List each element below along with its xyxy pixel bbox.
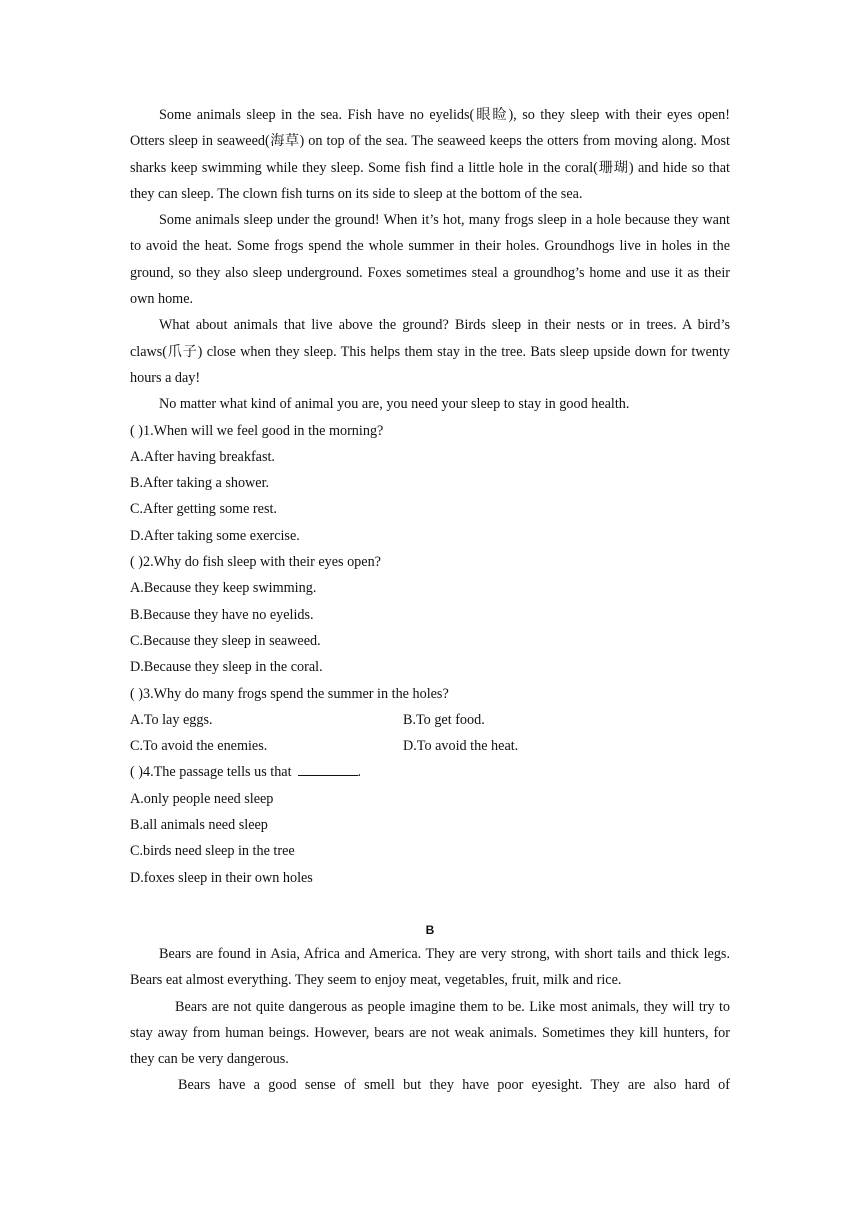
question-4-stem-end: . <box>357 764 362 781</box>
question-1-stem: ( )1.When will we feel good in the morning? <box>130 422 384 439</box>
question-1-option-a: A.After having breakfast. <box>130 448 275 465</box>
passage-a-paragraph-4: No matter what kind of animal you are, you need your sleep to stay in good health. <box>159 396 630 413</box>
question-3-option-c: C.To avoid the enemies. <box>130 738 268 755</box>
passage-b-paragraph-1: Bears are found in Asia, Africa and America. They are very strong, with short tails and thick legs. Bears eat almost everything. They seem to enjoy meat, vegetables, fruit, milk and rice. <box>130 945 730 989</box>
question-4-option-a: A.only people need sleep <box>130 790 274 807</box>
question-2-option-c: C.Because they sleep in seaweed. <box>130 632 321 649</box>
question-2-option-d: D.Because they sleep in the coral. <box>130 659 323 676</box>
question-3-option-d: D.To avoid the heat. <box>403 738 519 755</box>
question-4 <box>130 759 730 890</box>
question-4-stem: ( )4.The passage tells us that <box>130 764 292 781</box>
question-3-options-row-2 <box>130 733 730 759</box>
question-4-option-d: D.foxes sleep in their own holes <box>130 869 313 886</box>
question-1 <box>130 418 730 549</box>
document-page <box>130 102 730 1099</box>
answer-blank <box>298 763 358 776</box>
question-2-stem: ( )2.Why do fish sleep with their eyes open? <box>130 554 381 571</box>
question-2 <box>130 549 730 680</box>
question-3-option-a: A.To lay eggs. <box>130 711 213 728</box>
question-4-option-b: B.all animals need sleep <box>130 817 268 834</box>
question-3-options-row-1 <box>130 707 730 733</box>
question-2-option-a: A.Because they keep swimming. <box>130 580 317 597</box>
passage-a-paragraph-3: What about animals that live above the ground? Birds sleep in their nests or in trees. A bird’s claws(爪子) close when they sleep. This helps them stay in the tree. Bats sleep upside down for twenty hours a day! <box>130 317 730 386</box>
question-1-option-c: C.After getting some rest. <box>130 501 277 518</box>
passage-a-paragraph-1: Some animals sleep in the sea. Fish have no eyelids(眼睑), so they sleep with their eyes open! Otters sleep in seaweed(海草) on top of the sea. The seaweed keeps the otters from moving along. Most sharks keep swimming while they sleep. Some fish find a little hole in the coral(珊瑚) and hide so that they can sleep. The clown fish turns on its side to sleep at the bottom of the sea. <box>130 107 730 202</box>
question-4-option-c: C.birds need sleep in the tree <box>130 843 295 860</box>
question-3-option-b: B.To get food. <box>403 711 485 728</box>
question-2-option-b: B.Because they have no eyelids. <box>130 606 314 623</box>
passage-b-paragraph-2: Bears are not quite dangerous as people imagine them to be. Like most animals, they will try to stay away from human beings. However, bears are not weak animals. Sometimes they kill hunters, for they can be very dangerous. <box>130 998 730 1068</box>
section-b-title: B <box>425 922 435 937</box>
question-1-option-b: B.After taking a shower. <box>130 475 270 492</box>
question-3 <box>130 681 730 760</box>
passage-a-paragraph-2: Some animals sleep under the ground! When it’s hot, many frogs sleep in a hole because they want to avoid the heat. Some frogs spend the whole summer in their holes. Groundhogs live in holes in the ground, so they also sleep underground. Foxes sometimes steal a groundhog’s home and use it as their own home. <box>130 212 730 308</box>
question-3-stem: ( )3.Why do many frogs spend the summer in the holes? <box>130 685 449 702</box>
question-1-option-d: D.After taking some exercise. <box>130 527 300 544</box>
passage-b-paragraph-3: Bears have a good sense of smell but they have poor eyesight. They are also hard of <box>178 1077 730 1094</box>
question-4-stem-line <box>130 759 730 785</box>
